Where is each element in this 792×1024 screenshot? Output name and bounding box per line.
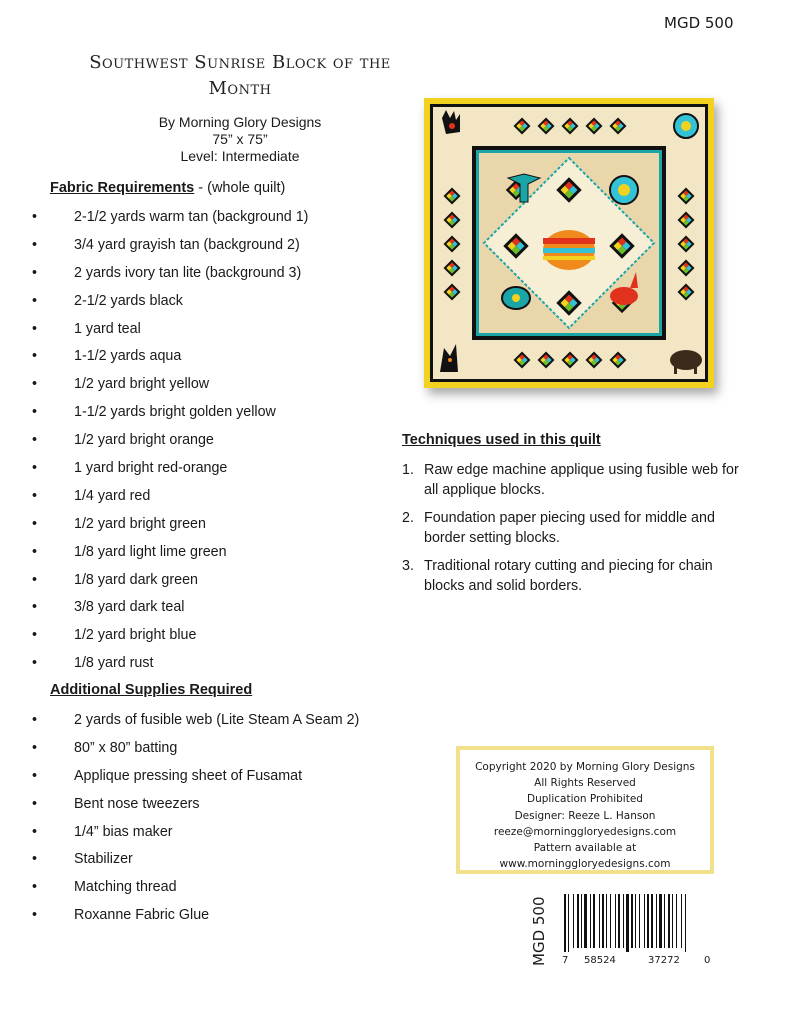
barcode-bar — [664, 894, 665, 948]
bullet-icon: • — [32, 795, 38, 812]
bullet-icon: • — [32, 712, 38, 728]
sunburst-motif — [610, 176, 638, 204]
supply-item-text: 80” x 80” batting — [74, 739, 178, 756]
list-item — [30, 850, 359, 878]
list-item — [30, 403, 308, 431]
barcode-bar — [615, 894, 616, 948]
bullet-icon: • — [32, 209, 38, 225]
barcode-bar — [644, 894, 645, 948]
supplies-heading: Additional Supplies Required — [50, 682, 253, 698]
fabric-item-text: 1-1/2 yards aqua — [74, 348, 182, 365]
list-item — [30, 626, 308, 654]
pot-motif — [543, 230, 595, 270]
list-item — [30, 739, 359, 767]
barcode-bar — [606, 894, 607, 948]
bullet-icon: • — [32, 515, 38, 532]
barcode-bar — [672, 894, 673, 948]
technique-text: Foundation paper piecing used for middle and border setting blocks. — [424, 510, 715, 546]
bullet-icon: • — [32, 739, 38, 756]
fabric-item-text: 1/8 yard rust — [74, 655, 154, 672]
fabric-requirements-heading — [50, 180, 285, 196]
fabric-item-text: 3/8 yard dark teal — [74, 599, 185, 616]
bullet-icon: • — [32, 320, 38, 337]
barcode-bar — [659, 894, 662, 948]
technique-number: 3. — [402, 558, 414, 574]
availability-line: Pattern available at — [533, 842, 637, 855]
list-item — [30, 598, 308, 626]
barcode-bar — [573, 894, 574, 948]
barcode-bar — [590, 894, 591, 948]
supplies-list — [30, 711, 359, 934]
bullet-icon: • — [32, 348, 38, 365]
fabric-item-text: 2-1/2 yards warm tan (background 1) — [74, 209, 309, 225]
bullet-icon: • — [32, 292, 38, 309]
list-item — [402, 460, 742, 500]
barcode-bar — [651, 894, 653, 948]
website-line: www.morninggloryedesigns.com — [499, 858, 671, 871]
list-item — [30, 487, 308, 515]
fabric-item-text: 1/2 yard bright orange — [74, 432, 214, 449]
list-item — [30, 767, 359, 795]
barcode-digit-lead: 7 — [562, 955, 569, 966]
list-item — [30, 571, 308, 599]
barcode-bar — [647, 894, 649, 948]
barcode-label-wrap — [530, 892, 554, 972]
fabric-item-text: 1/2 yard bright green — [74, 515, 206, 532]
list-item — [30, 431, 308, 459]
bullet-icon: • — [32, 907, 38, 924]
techniques-heading: Techniques used in this quilt — [402, 432, 601, 448]
pattern-title-line-2: Month — [208, 78, 272, 99]
barcode-icon — [564, 894, 712, 952]
list-item — [30, 795, 359, 823]
supply-item-text: Bent nose tweezers — [74, 795, 200, 812]
list-item — [30, 711, 359, 739]
list-item — [30, 654, 308, 682]
barcode-bar — [656, 894, 657, 948]
fabric-item-text: 2 yards ivory tan lite (background 3) — [74, 264, 302, 281]
designer-credit-line: Designer: Reeze L. Hanson — [514, 809, 656, 822]
barcode-bar — [610, 894, 611, 948]
barcode-bar — [577, 894, 579, 948]
bullet-icon: • — [32, 376, 38, 393]
pattern-title-line-1: Southwest Sunrise Block of the — [89, 52, 391, 73]
fabric-item-text: 1/2 yard bright blue — [74, 627, 197, 644]
barcode-digit-group-1: 58524 — [584, 955, 616, 966]
technique-number: 1. — [402, 462, 414, 478]
barcode-bar — [639, 894, 640, 948]
bullet-icon: • — [32, 655, 38, 672]
bullet-icon: • — [32, 627, 38, 644]
barcode-bar — [635, 894, 636, 948]
quilt-image — [424, 98, 714, 388]
techniques-list — [402, 460, 742, 604]
duplication-line: Duplication Prohibited — [527, 793, 643, 806]
pattern-code: MGD 500 — [664, 14, 734, 32]
barcode-digit-group-2: 37272 — [648, 955, 680, 966]
technique-text: Raw edge machine applique using fusible web for all applique blocks. — [424, 462, 739, 498]
barcode-bar — [626, 894, 629, 952]
list-item — [30, 878, 359, 906]
bullet-icon: • — [32, 851, 38, 868]
barcode-bar — [584, 894, 587, 948]
bullet-icon: • — [32, 236, 38, 253]
fabric-item-text: 3/4 yard grayish tan (background 2) — [74, 236, 300, 253]
bullet-icon: • — [32, 264, 38, 281]
list-item — [30, 292, 308, 320]
list-item — [30, 347, 308, 375]
bullet-icon: • — [32, 543, 38, 560]
barcode-bar — [631, 894, 633, 948]
copyright-line: Copyright 2020 by Morning Glory Designs — [475, 761, 695, 773]
list-item — [402, 556, 742, 596]
list-item — [30, 375, 308, 403]
barcode-bar — [623, 894, 624, 948]
barcode-bar — [681, 894, 682, 948]
list-item — [30, 320, 308, 348]
supply-item-text: Applique pressing sheet of Fusamat — [74, 767, 303, 784]
supply-item-text: Stabilizer — [74, 851, 133, 868]
bullet-icon: • — [32, 487, 38, 504]
bullet-icon: • — [32, 404, 38, 421]
fabric-item-text: 1/2 yard bright yellow — [74, 376, 210, 393]
level-line: Level: Intermediate — [180, 148, 300, 164]
bullet-icon: • — [32, 432, 38, 449]
list-item — [30, 823, 359, 851]
list-item — [30, 459, 308, 487]
fabric-item-text: 1 yard teal — [74, 320, 141, 337]
bullet-icon: • — [32, 879, 38, 896]
list-item — [402, 508, 742, 548]
list-item — [30, 543, 308, 571]
barcode-bar — [602, 894, 604, 948]
barcode-bar — [599, 894, 600, 948]
barcode-digit-check: 0 — [704, 955, 711, 966]
list-item — [30, 515, 308, 543]
fabric-item-text: 1/8 yard dark green — [74, 571, 198, 588]
byline — [60, 114, 420, 165]
barcode-bar — [618, 894, 620, 948]
size-line: 75” x 75” — [212, 131, 268, 147]
list-item — [30, 208, 308, 236]
quilt-illustration — [424, 98, 714, 388]
bullet-icon: • — [32, 767, 38, 784]
barcode-bar — [593, 894, 595, 948]
bullet-icon: • — [32, 460, 38, 477]
technique-number: 2. — [402, 510, 414, 526]
barcode-bar — [568, 894, 569, 952]
turtle-motif — [502, 287, 530, 309]
sun-motif — [674, 114, 698, 138]
barcode-label: MGD 500 — [530, 896, 548, 966]
supply-item-text: Roxanne Fabric Glue — [74, 907, 210, 924]
bullet-icon: • — [32, 571, 38, 588]
fabric-item-text: 2-1/2 yards black — [74, 292, 183, 309]
fabric-item-text: 1-1/2 yards bright golden yellow — [74, 404, 276, 421]
technique-text: Traditional rotary cutting and piecing for chain blocks and solid borders. — [424, 558, 713, 594]
supply-item-text: Matching thread — [74, 879, 177, 896]
bullet-icon: • — [32, 823, 38, 840]
barcode-bar — [581, 894, 582, 948]
email-line: reeze@morninggloryedesigns.com — [493, 825, 677, 838]
supply-item-text: 1/4” bias maker — [74, 823, 173, 840]
fabric-heading-label: Fabric Requirements — [50, 180, 195, 196]
list-item — [30, 264, 308, 292]
fabric-list — [30, 208, 308, 682]
fabric-item-text: 1 yard bright red-orange — [74, 460, 228, 477]
barcode-bar — [668, 894, 670, 948]
barcode-bar — [676, 894, 677, 948]
bullet-icon: • — [32, 599, 38, 616]
fabric-item-text: 1/4 yard red — [74, 487, 151, 504]
barcode-bar — [564, 894, 566, 952]
barcode-bar — [685, 894, 686, 952]
supply-item-text: 2 yards of fusible web (Lite Steam A Seam 2) — [74, 712, 360, 728]
fabric-heading-suffix: - (whole quilt) — [194, 180, 286, 196]
barcode-digits — [562, 955, 714, 969]
copyright-box — [456, 746, 714, 874]
list-item — [30, 236, 308, 264]
pattern-title — [60, 50, 420, 102]
designer-line: By Morning Glory Designs — [158, 114, 322, 130]
rights-line: All Rights Reserved — [534, 777, 636, 790]
fabric-item-text: 1/8 yard light lime green — [74, 543, 227, 560]
list-item — [30, 906, 359, 934]
